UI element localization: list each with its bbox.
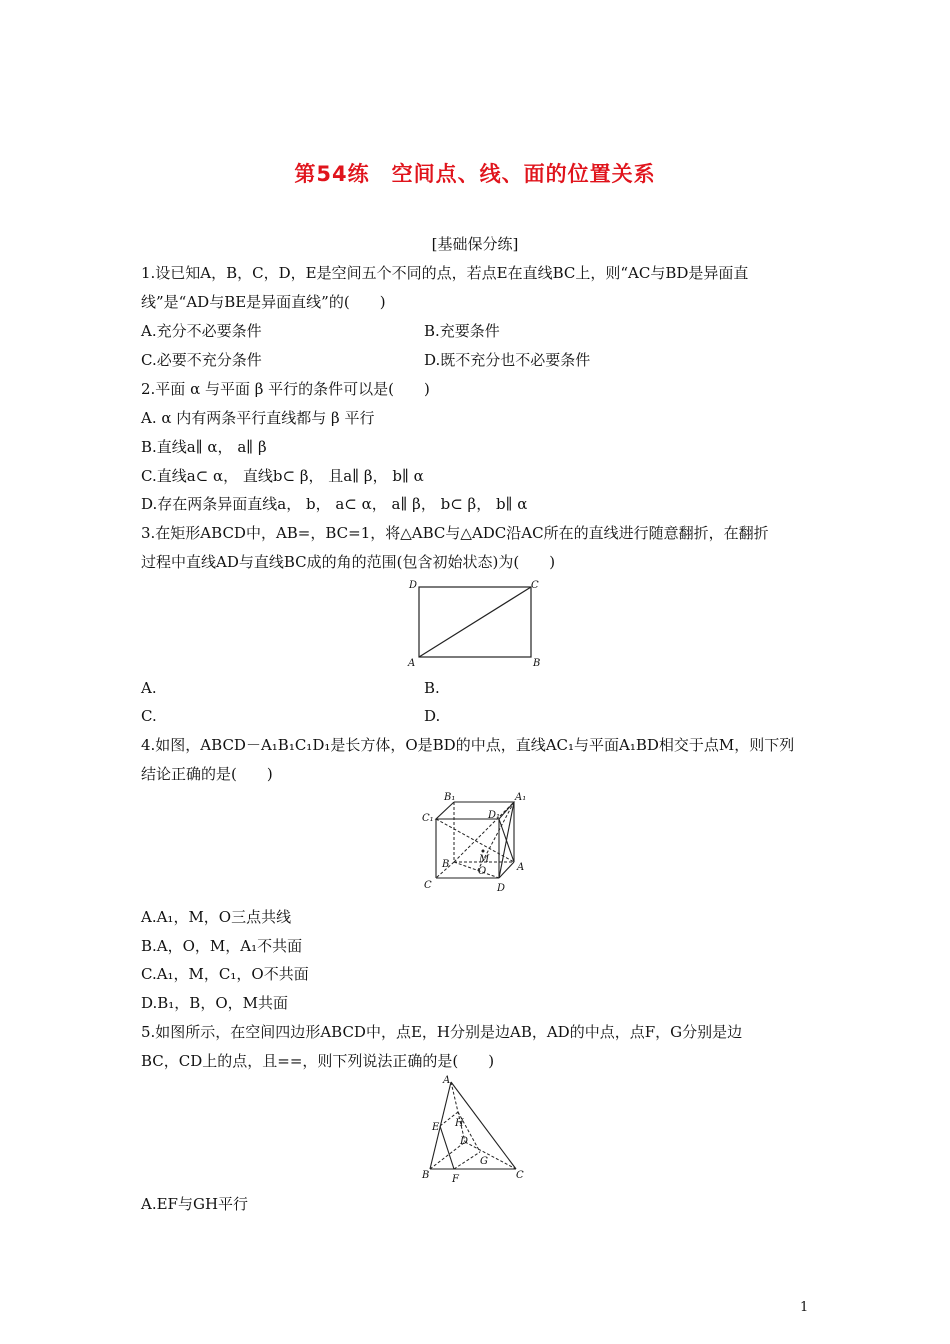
label-b1: B₁ <box>444 792 456 803</box>
label-c: C <box>424 880 432 891</box>
label-g: G <box>480 1156 488 1167</box>
q4-option-b: B.A，O，M，A₁不共面 <box>141 937 303 955</box>
label-d1: D₁ <box>488 810 501 821</box>
q2-option-c: C.直线a⊂ α， 直线b⊂ β， 且a∥ β， b∥ α <box>141 467 424 485</box>
q2-option-d: D.存在两条异面直线a， b， a⊂ α， a∥ β， b⊂ β， b∥ α <box>141 495 528 513</box>
q4-option-a: A.A₁，M，O三点共线 <box>141 908 292 926</box>
label-b: B <box>442 859 450 870</box>
q4-option-c: C.A₁，M，C₁，O不共面 <box>141 965 309 983</box>
label-a1: A₁ <box>515 792 527 803</box>
label-d: D <box>497 883 506 894</box>
label-e: E <box>432 1122 440 1133</box>
q2-option-a: A. α 内有两条平行直线都与 β 平行 <box>141 409 375 427</box>
cuboid-figure <box>420 788 535 898</box>
q1-option-a: A.充分不必要条件 <box>141 322 262 340</box>
label-a: A <box>443 1075 451 1086</box>
q4-text-line1: 4.如图，ABCD－A₁B₁C₁D₁是长方体，O是BD的中点，直线AC₁与平面A₁BD相交于点M，则下列 <box>141 736 795 754</box>
q3-option-b: B. <box>424 679 440 697</box>
label-b: B <box>533 658 541 669</box>
label-d: D <box>409 580 418 591</box>
rectangle-figure <box>400 574 550 674</box>
q3-text-line1: 3.在矩形ABCD中，AB=，BC=1，将△ABC与△ADC沿AC所在的直线进行随意翻折，在翻折 <box>141 524 769 542</box>
tetrahedron-figure <box>418 1074 538 1186</box>
q5-text-line1: 5.如图所示，在空间四边形ABCD中，点E，H分别是边AB，AD的中点，点F，G分别是边 <box>141 1023 743 1041</box>
q5-text-line2: BC，CD上的点，且==，则下列说法正确的是( ) <box>141 1052 495 1070</box>
label-o: O <box>478 866 487 877</box>
label-a: A <box>408 658 416 669</box>
q3-option-a: A. <box>141 679 157 697</box>
q1-option-b: B.充要条件 <box>424 322 500 340</box>
label-c: C <box>516 1170 524 1181</box>
q3-option-d: D. <box>424 707 441 725</box>
q2-text: 2.平面 α 与平面 β 平行的条件可以是( ) <box>141 380 430 398</box>
q4-text-line2: 结论正确的是( ) <box>141 765 273 783</box>
q1-option-d: D.既不充分也不必要条件 <box>424 351 591 369</box>
q5-option-a: A.EF与GH平行 <box>141 1195 249 1213</box>
q1-text-line1: 1.设已知A，B，C，D，E是空间五个不同的点，若点E在直线BC上，则“AC与BD是异面直 <box>141 264 749 282</box>
label-h: H <box>455 1118 464 1129</box>
label-m: M <box>479 854 490 865</box>
page-number: 1 <box>800 1300 809 1315</box>
label-f: F <box>452 1174 459 1185</box>
label-d: D <box>460 1136 469 1147</box>
section-heading: [基础保分练] <box>431 235 519 253</box>
label-c1: C₁ <box>422 813 434 824</box>
q1-option-c: C.必要不充分条件 <box>141 351 262 369</box>
label-b: B <box>422 1170 430 1181</box>
q1-text-line2: 线”是“AD与BE是异面直线”的( ) <box>141 293 386 311</box>
label-a: A <box>517 862 525 873</box>
q2-option-b: B.直线a∥ α， a∥ β <box>141 438 267 456</box>
q4-option-d: D.B₁，B，O，M共面 <box>141 994 288 1012</box>
page-title: 第54练 空间点、线、面的位置关系 <box>294 162 656 186</box>
label-c: C <box>531 580 539 591</box>
q3-option-c: C. <box>141 707 157 725</box>
q3-text-line2: 过程中直线AD与直线BC成的角的范围(包含初始状态)为( ) <box>141 553 556 571</box>
